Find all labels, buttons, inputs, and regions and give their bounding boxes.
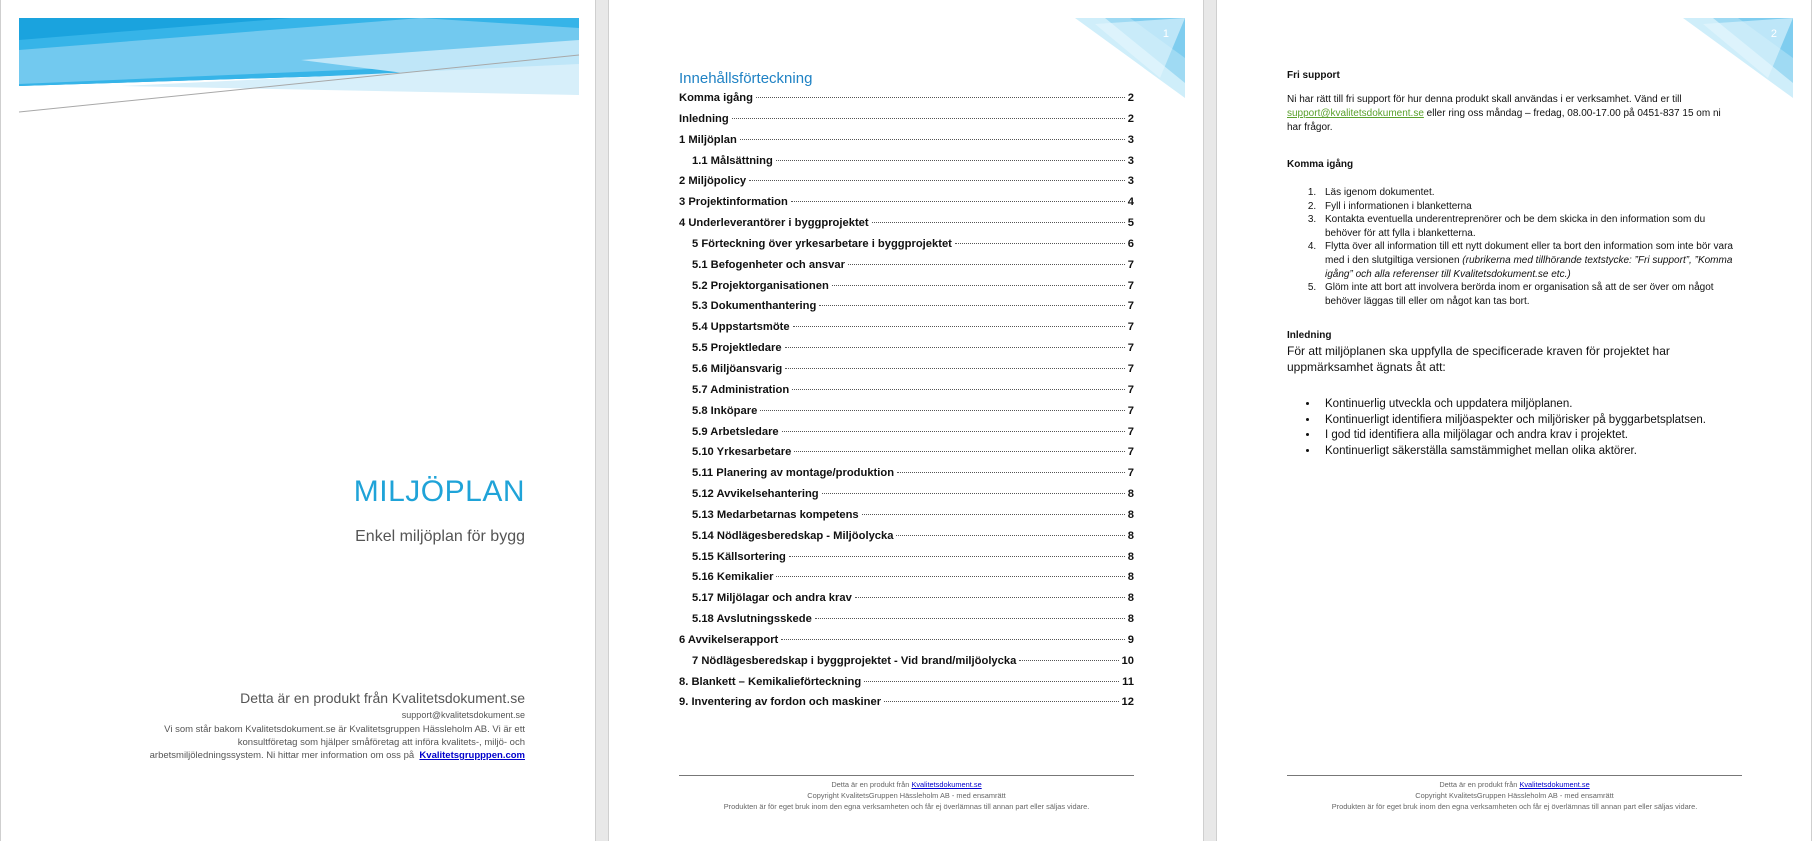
toc-entry-label: Komma igång bbox=[679, 92, 753, 104]
toc-entry-label: Inledning bbox=[679, 112, 729, 125]
toc-page bbox=[608, 0, 1204, 841]
toc-entry-page: 11 bbox=[1122, 675, 1134, 688]
list-item: • Kontinuerlig utveckla och uppdatera miljöplanen. bbox=[1319, 397, 1737, 413]
toc-entry-page: 7 bbox=[1127, 342, 1134, 355]
toc-entry-label: 5.3 Dokumenthantering bbox=[692, 300, 817, 313]
toc-entry-label: 5.12 Avvikelsehantering bbox=[692, 488, 819, 501]
toc-entry-page: 3 bbox=[1127, 154, 1134, 167]
toc-leader-dots bbox=[789, 556, 1125, 557]
support-heading: Fri support bbox=[1287, 70, 1340, 81]
toc-entry-page: 8 bbox=[1127, 613, 1134, 626]
toc-entry[interactable] bbox=[679, 655, 1134, 676]
toc-entry[interactable] bbox=[679, 426, 1134, 447]
footer-link[interactable]: Kvalitetsdokument.se bbox=[1519, 780, 1590, 789]
document-title: MILJÖPLAN bbox=[353, 475, 525, 508]
toc-entry-label: 5 Förteckning över yrkesarbetare i byggprojektet bbox=[692, 237, 952, 250]
toc-entry-page: 8 bbox=[1127, 550, 1134, 563]
toc-entry-page: 2 bbox=[1127, 92, 1134, 104]
list-item: • Kontinuerligt identifiera miljöaspekter och miljörisker på byggarbetsplatsen. bbox=[1319, 413, 1737, 429]
list-item bbox=[1319, 240, 1737, 281]
support-paragraph bbox=[1287, 93, 1737, 135]
toc-leader-dots bbox=[815, 618, 1125, 619]
cover-footer-description bbox=[145, 723, 525, 762]
toc-list bbox=[679, 92, 1134, 717]
toc-entry-label: 5.13 Medarbetarnas kompetens bbox=[692, 508, 859, 521]
komma-igang-heading: Komma igång bbox=[1287, 159, 1354, 170]
toc-leader-dots bbox=[785, 368, 1125, 369]
toc-leader-dots bbox=[819, 305, 1124, 306]
toc-leader-dots bbox=[855, 597, 1125, 598]
toc-leader-dots bbox=[785, 347, 1125, 348]
toc-leader-dots bbox=[884, 701, 1118, 702]
toc-entry[interactable] bbox=[679, 363, 1134, 384]
toc-leader-dots bbox=[776, 160, 1125, 161]
toc-leader-dots bbox=[864, 681, 1119, 682]
kvalitetsgruppen-link[interactable]: Kvalitetsgrupppen.com bbox=[419, 750, 525, 761]
document-subtitle: Enkel miljöplan för bygg bbox=[355, 528, 525, 545]
toc-leader-dots bbox=[782, 431, 1125, 432]
footer-prefix: Detta är en produkt från bbox=[1439, 780, 1518, 789]
toc-entry-label: 8. Blankett – Kemikalieförteckning bbox=[679, 675, 862, 688]
toc-entry-page: 7 bbox=[1127, 362, 1134, 375]
toc-entry-label: 5.14 Nödlägesberedskap - Miljöolycka bbox=[692, 529, 894, 542]
toc-leader-dots bbox=[760, 410, 1124, 411]
toc-entry-label: 5.5 Projektledare bbox=[692, 342, 782, 355]
footer-notice: Produkten är för eget bruk inom den egna verksamheten och får ej överlämnas till annan part eller säljas vidare. bbox=[1331, 802, 1698, 811]
toc-entry-label: 1.1 Målsättning bbox=[692, 154, 773, 167]
toc-entry-page: 7 bbox=[1127, 279, 1134, 292]
page-footer bbox=[679, 775, 1134, 812]
support-text-2: eller ring oss måndag – fredag, 08.00-17.00 på 0451-837 15 om ni har frågor. bbox=[1287, 108, 1721, 133]
page-number: 1 bbox=[1162, 28, 1169, 40]
toc-leader-dots bbox=[756, 97, 1125, 98]
cover-footer bbox=[145, 690, 525, 762]
inledning-text: För att miljöplanen ska uppfylla de specificerade kraven för projektet har uppmärksamhet ägnats åt att: bbox=[1287, 344, 1670, 375]
toc-entry-page: 7 bbox=[1127, 321, 1134, 334]
toc-entry-page: 3 bbox=[1127, 175, 1134, 188]
toc-leader-dots bbox=[791, 201, 1125, 202]
cover-footer-desc-line: Vi som står bakom Kvalitetsdokument.se är Kvalitetsgruppen Hässleholm AB. Vi är ett bbox=[164, 724, 525, 735]
toc-leader-dots bbox=[749, 180, 1125, 181]
cover-banner-graphic bbox=[1, 0, 595, 120]
toc-entry[interactable] bbox=[679, 696, 1134, 717]
toc-entry-label: 5.6 Miljöansvarig bbox=[692, 362, 783, 375]
toc-entry-page: 12 bbox=[1121, 696, 1134, 709]
toc-entry[interactable] bbox=[679, 467, 1134, 488]
step-italic-note: (rubrikerna med tillhörande textstycke: ”Fri support”, ”Komma igång” och alla referenser till Kvalitetsdokument.se etc.) bbox=[1325, 254, 1733, 280]
toc-entry[interactable] bbox=[679, 676, 1134, 697]
toc-entry[interactable] bbox=[679, 238, 1134, 259]
toc-leader-dots bbox=[872, 222, 1125, 223]
list-item: • Kontinuerligt säkerställa samstämmighet mellan olika aktörer. bbox=[1319, 444, 1737, 460]
cover-footer-heading: Detta är en produkt från Kvalitetsdokument.se bbox=[240, 690, 525, 706]
toc-entry[interactable] bbox=[679, 509, 1134, 530]
list-item: • I god tid identifiera alla miljölagar och andra krav i projektet. bbox=[1319, 428, 1737, 444]
toc-entry[interactable] bbox=[679, 113, 1134, 134]
toc-entry-page: 8 bbox=[1127, 592, 1134, 605]
support-text: Ni har rätt till fri support för hur denna produkt skall användas i er verksamhet. Vänd er till bbox=[1287, 94, 1682, 105]
toc-entry[interactable] bbox=[679, 280, 1134, 301]
cover-footer-desc-line: arbetsmiljöledningssystem. Ni hittar mer information om oss på bbox=[149, 750, 415, 761]
toc-entry[interactable] bbox=[679, 405, 1134, 426]
toc-leader-dots bbox=[897, 472, 1125, 473]
toc-entry[interactable] bbox=[679, 321, 1134, 342]
goals-list bbox=[1287, 397, 1737, 459]
page-footer bbox=[1287, 775, 1742, 812]
toc-entry[interactable] bbox=[679, 530, 1134, 551]
toc-entry-page: 7 bbox=[1127, 300, 1134, 313]
toc-heading: Innehållsförteckning bbox=[679, 70, 813, 87]
toc-leader-dots bbox=[776, 576, 1124, 577]
toc-entry-page: 8 bbox=[1127, 508, 1134, 521]
toc-entry[interactable] bbox=[679, 384, 1134, 405]
toc-entry-label: 1 Miljöplan bbox=[679, 133, 737, 146]
toc-entry-page: 8 bbox=[1127, 571, 1134, 584]
toc-entry-page: 10 bbox=[1121, 654, 1134, 667]
toc-entry[interactable] bbox=[679, 488, 1134, 509]
toc-leader-dots bbox=[732, 118, 1125, 119]
page-number: 2 bbox=[1770, 28, 1777, 40]
toc-entry-label: 9. Inventering av fordon och maskiner bbox=[679, 696, 882, 709]
toc-entry[interactable] bbox=[679, 175, 1134, 196]
toc-leader-dots bbox=[955, 243, 1125, 244]
toc-entry-label: 5.11 Planering av montage/produktion bbox=[692, 467, 895, 480]
footer-prefix: Detta är en produkt från bbox=[831, 780, 910, 789]
toc-leader-dots bbox=[740, 139, 1125, 140]
toc-entry-label: 4 Underleverantörer i byggprojektet bbox=[679, 217, 869, 230]
toc-entry-page: 6 bbox=[1127, 237, 1134, 250]
footer-copyright: Copyright KvalitetsGruppen Hässleholm AB - med ensamrätt bbox=[807, 791, 1006, 800]
toc-entry-page: 4 bbox=[1127, 196, 1134, 209]
list-item: 5. Glöm inte att bort att involvera berörda inom er organisation så att de ser över om något behöver läggas till eller om något kan tas bort. bbox=[1319, 281, 1737, 308]
toc-entry[interactable] bbox=[679, 446, 1134, 467]
toc-entry[interactable] bbox=[679, 571, 1134, 592]
toc-entry-label: 7 Nödlägesberedskap i byggprojektet - Vid brand/miljöolycka bbox=[692, 654, 1017, 667]
inledning-heading: Inledning bbox=[1287, 330, 1332, 342]
toc-entry[interactable] bbox=[679, 134, 1134, 155]
toc-entry-label: 5.1 Befogenheter och ansvar bbox=[692, 258, 845, 271]
toc-entry[interactable] bbox=[679, 592, 1134, 613]
toc-entry-label: 5.8 Inköpare bbox=[692, 404, 758, 417]
toc-entry-page: 7 bbox=[1127, 467, 1134, 480]
toc-entry-page: 9 bbox=[1127, 633, 1134, 646]
toc-entry[interactable] bbox=[679, 155, 1134, 176]
toc-entry[interactable] bbox=[679, 613, 1134, 634]
toc-entry-page: 8 bbox=[1127, 529, 1134, 542]
cover-footer-email: support@kvalitetsdokument.se bbox=[401, 710, 525, 720]
toc-leader-dots bbox=[1019, 660, 1118, 661]
toc-entry[interactable] bbox=[679, 342, 1134, 363]
toc-entry-page: 7 bbox=[1127, 446, 1134, 459]
footer-link[interactable]: Kvalitetsdokument.se bbox=[911, 780, 982, 789]
toc-entry-label: 2 Miljöpolicy bbox=[679, 175, 747, 188]
toc-entry-label: 6 Avvikelserapport bbox=[679, 633, 779, 646]
toc-leader-dots bbox=[822, 493, 1125, 494]
toc-entry-label: 5.9 Arbetsledare bbox=[692, 425, 779, 438]
toc-entry[interactable] bbox=[679, 92, 1134, 113]
toc-leader-dots bbox=[794, 451, 1124, 452]
toc-leader-dots bbox=[896, 535, 1124, 536]
toc-entry-label: 5.4 Uppstartsmöte bbox=[692, 321, 790, 334]
support-email-link[interactable]: support@kvalitetsdokument.se bbox=[1287, 108, 1424, 119]
toc-entry-label: 5.17 Miljölagar och andra krav bbox=[692, 592, 852, 605]
toc-leader-dots bbox=[862, 514, 1125, 515]
toc-entry-label: 5.7 Administration bbox=[692, 383, 790, 396]
toc-leader-dots bbox=[793, 326, 1125, 327]
toc-entry[interactable] bbox=[679, 196, 1134, 217]
toc-entry[interactable] bbox=[679, 217, 1134, 238]
cover-page bbox=[0, 0, 596, 841]
list-item: 2. Fyll i informationen i blanketterna bbox=[1319, 200, 1737, 214]
toc-entry-page: 7 bbox=[1127, 404, 1134, 417]
toc-leader-dots bbox=[848, 264, 1125, 265]
step-text: Flytta över all information till ett nytt dokument eller ta bort den information som inte bör vara med i den slutgiltiga versionen bbox=[1325, 241, 1733, 266]
toc-leader-dots bbox=[832, 285, 1125, 286]
toc-entry-label: 5.18 Avslutningsskede bbox=[692, 613, 812, 626]
toc-entry[interactable] bbox=[679, 634, 1134, 655]
toc-entry-page: 7 bbox=[1127, 383, 1134, 396]
footer-notice: Produkten är för eget bruk inom den egna verksamheten och får ej överlämnas till annan part eller säljas vidare. bbox=[723, 802, 1090, 811]
toc-entry-page: 3 bbox=[1127, 133, 1134, 146]
toc-entry-label: 5.16 Kemikalier bbox=[692, 571, 774, 584]
toc-entry-page: 8 bbox=[1127, 488, 1134, 501]
toc-leader-dots bbox=[792, 389, 1125, 390]
list-item: 3. Kontakta eventuella underentreprenörer och be dem skicka in den information som du behöver för att fylla i blanketterna. bbox=[1319, 213, 1737, 240]
page3-body bbox=[1287, 70, 1737, 459]
toc-entry-page: 2 bbox=[1127, 112, 1134, 125]
toc-entry-page: 7 bbox=[1127, 258, 1134, 271]
toc-entry-page: 7 bbox=[1127, 425, 1134, 438]
steps-list bbox=[1287, 186, 1737, 308]
footer-copyright: Copyright KvalitetsGruppen Hässleholm AB - med ensamrätt bbox=[1415, 791, 1614, 800]
toc-leader-dots bbox=[781, 639, 1124, 640]
toc-entry-label: 5.10 Yrkesarbetare bbox=[692, 446, 792, 459]
toc-entry[interactable] bbox=[679, 259, 1134, 280]
toc-entry[interactable] bbox=[679, 300, 1134, 321]
content-page bbox=[1216, 0, 1812, 841]
toc-entry-label: 5.2 Projektorganisationen bbox=[692, 279, 829, 292]
toc-entry-page: 5 bbox=[1127, 217, 1134, 230]
list-item: 1. Läs igenom dokumentet. bbox=[1319, 186, 1737, 200]
toc-entry-label: 5.15 Källsortering bbox=[692, 550, 786, 563]
cover-footer-desc-line: konsultföretag som hjälper småföretag att införa kvalitets-, miljö- och bbox=[237, 737, 525, 748]
toc-entry-label: 3 Projektinformation bbox=[679, 196, 788, 209]
toc-entry[interactable] bbox=[679, 551, 1134, 572]
